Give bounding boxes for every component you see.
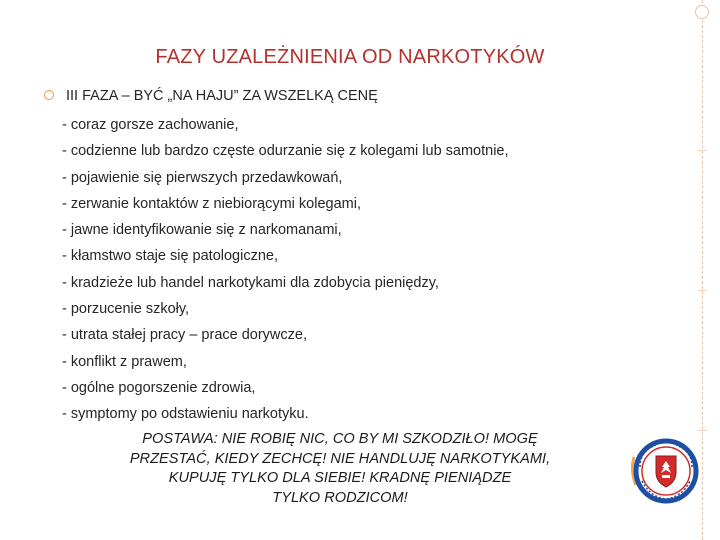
list-item: - kłamstwo staje się patologiczne, (62, 248, 278, 265)
slide-title: FAZY UZALEŻNIENIA OD NARKOTYKÓW (155, 46, 545, 68)
ring-bullet-icon (44, 90, 54, 100)
attitude-line: POSTAWA: NIE ROBIĘ NIC, CO BY MI SZKODZIŁO! MOGĘ (142, 431, 538, 447)
border-tick (698, 150, 707, 151)
list-item: - zerwanie kontaktów z niebiorącymi kolegami, (62, 195, 361, 212)
police-emblem-logo (628, 437, 700, 505)
list-item: - symptomy po odstawieniu narkotyku. (62, 406, 309, 423)
list-item: - utrata stałej pracy – prace dorywcze, (62, 327, 307, 344)
list-item: - jawne identyfikowanie się z narkomanami, (62, 222, 342, 239)
list-item: - coraz gorsze zachowanie, (62, 117, 239, 133)
phase-heading: III FAZA – BYĆ „NA HAJU” ZA WSZELKĄ CENĘ (66, 88, 378, 104)
border-ring-icon (695, 5, 709, 19)
list-item: - pojawienie się pierwszych przedawkowań, (62, 169, 343, 186)
border-tick (698, 290, 707, 291)
attitude-line: TYLKO RODZICOM! (272, 489, 408, 506)
border-tick (698, 430, 707, 431)
list-item: - porzucenie szkoły, (62, 301, 190, 318)
attitude-line: KUPUJĘ TYLKO DLA SIEBIE! KRADNĘ PIENIĄDZE (168, 470, 512, 486)
list-item: - konflikt z prawem, (62, 353, 187, 370)
attitude-line: PRZESTAĆ, KIEDY ZECHCĘ! NIE HANDLUJĘ NARKOTYKAMI, (129, 450, 551, 467)
list-item: - ogólne pogorszenie zdrowia, (62, 379, 256, 396)
symptom-list (62, 117, 509, 433)
list-item: - kradzieże lub handel narkotykami dla zdobycia pieniędzy, (62, 274, 439, 291)
attitude-statement (75, 430, 605, 508)
slide-side-border (701, 0, 703, 540)
list-item: - codzienne lub bardzo częste odurzanie się z kolegami lub samotnie, (62, 143, 509, 160)
